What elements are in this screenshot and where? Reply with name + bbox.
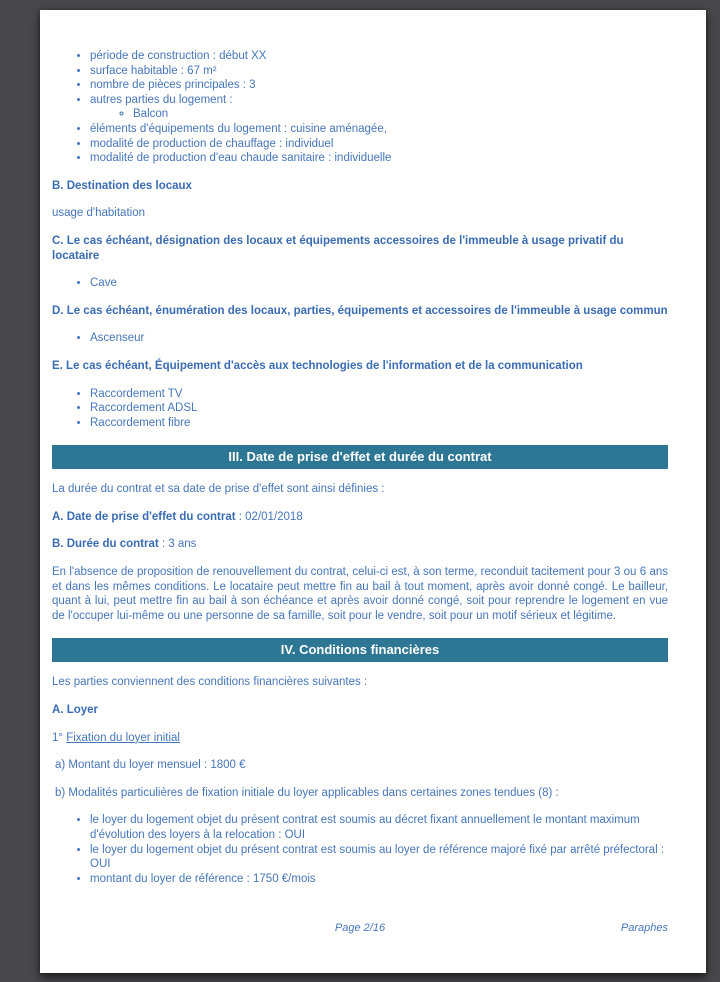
list-item-text: Raccordement ADSL [90, 402, 198, 415]
loyer-sub1-number: 1° [52, 731, 63, 744]
loyer-modalites-line: b) Modalités particulières de fixation initiale du loyer applicables dans certaines zones tendues (8) : [55, 786, 559, 799]
list-item [90, 122, 668, 137]
contract-duration-value: : 3 ans [158, 538, 197, 551]
section-e-list [52, 387, 668, 431]
list-item [133, 107, 668, 122]
list-item [90, 64, 668, 79]
loyer-sub1-title: Fixation du loyer initial [66, 731, 180, 744]
list-item [90, 93, 668, 122]
section-heading-c: C. Le cas échéant, désignation des locaux et équipements accessoires de l'immeuble à usage privatif du locataire [52, 234, 624, 262]
list-item-text: modalité de production de chauffage : individuel [90, 137, 334, 150]
section-d-list [52, 331, 668, 346]
list-item [90, 49, 668, 64]
footer-paraphes-label: Paraphes [620, 922, 668, 934]
list-item [90, 151, 668, 166]
list-item [90, 137, 668, 152]
contract-effect-date-label: A. Date de prise d'effet du contrat [52, 510, 236, 523]
list-item [90, 843, 668, 872]
list-item [90, 78, 668, 93]
list-item-text: surface habitable : 67 m² [90, 64, 217, 77]
loyer-sub1-line [52, 731, 668, 746]
section-banner-iii: III. Date de prise d'effet et durée du contrat [52, 445, 668, 469]
renewal-paragraph: En l'absence de proposition de renouvellement du contrat, celui-ci est, à son terme, reconduit tacitement pour 3 ou 6 ans et dans les mêmes conditions. Le locataire peut mettre fin au bail à tout moment, après avoir donné congé. Le bailleur, quant à lui, peut mettre fin au bail à son échéance et après avoir donné congé, soit pour reprendre le logement en vue de l'occuper lui-même ou une personne de sa famille, soit pour le vendre, soit pour un motif sérieux et légitime. [52, 566, 668, 622]
list-item-text: éléments d'équipements du logement : cuisine aménagée, [90, 122, 387, 135]
section-heading-loyer: A. Loyer [52, 704, 99, 717]
list-item [90, 401, 668, 416]
list-item-text: nombre de pièces principales : 3 [90, 79, 256, 92]
sub-list [90, 107, 668, 122]
list-item [90, 813, 668, 842]
document-page [40, 10, 706, 973]
list-item-text: modalité de production d'eau chaude sanitaire : individuelle [90, 152, 392, 165]
contract-duration-line [52, 537, 668, 552]
section-c-list [52, 276, 668, 291]
contract-duration-label: B. Durée du contrat [52, 538, 159, 551]
list-item [90, 872, 668, 887]
footer-page-number: Page 2/16 [334, 922, 386, 934]
list-item-text: le loyer du logement objet du présent contrat est soumis au décret fixant annuellement le montant maximum d'évolution des loyers à la relocation : OUI [90, 814, 640, 841]
section-heading-e: E. Le cas échéant, Équipement d'accès aux technologies de l'information et de la communication [52, 359, 583, 372]
property-features-list [52, 49, 668, 166]
contract-effect-date-value: : 02/01/2018 [235, 510, 303, 523]
list-item [90, 387, 668, 402]
list-item-text: autres parties du logement : [90, 93, 233, 106]
section-banner-iv: IV. Conditions financières [52, 638, 668, 662]
contract-effect-date-line [52, 510, 668, 525]
list-item-text: le loyer du logement objet du présent contrat est soumis au loyer de référence majoré fixé par arrêté préfectoral : OUI [90, 843, 665, 871]
list-item-text: période de construction : début XX [90, 50, 267, 62]
section-heading-d: D. Le cas échéant, énumération des locaux, parties, équipements et accessoires de l'immeuble à usage commun [52, 304, 668, 317]
list-item [90, 331, 668, 346]
list-item-text: Raccordement TV [90, 387, 183, 400]
list-item [90, 276, 668, 291]
list-item-text: montant du loyer de référence : 1750 €/mois [90, 872, 316, 885]
page-footer [52, 921, 668, 935]
list-item-text: Ascenseur [90, 332, 145, 345]
loyer-montant-line: a) Montant du loyer mensuel : 1800 € [55, 759, 246, 772]
list-item-text: Balcon [133, 108, 169, 121]
section-b-body: usage d'habitation [52, 207, 145, 220]
section-heading-b: B. Destination des locaux [52, 179, 192, 192]
section-iv-intro: Les parties conviennent des conditions financières suivantes : [52, 676, 368, 689]
zones-tendues-list [52, 813, 668, 886]
list-item [90, 416, 668, 431]
section-iii-intro: La durée du contrat et sa date de prise d'effet sont ainsi définies : [52, 483, 385, 496]
list-item-text: Raccordement fibre [90, 416, 191, 429]
list-item-text: Cave [90, 277, 117, 290]
